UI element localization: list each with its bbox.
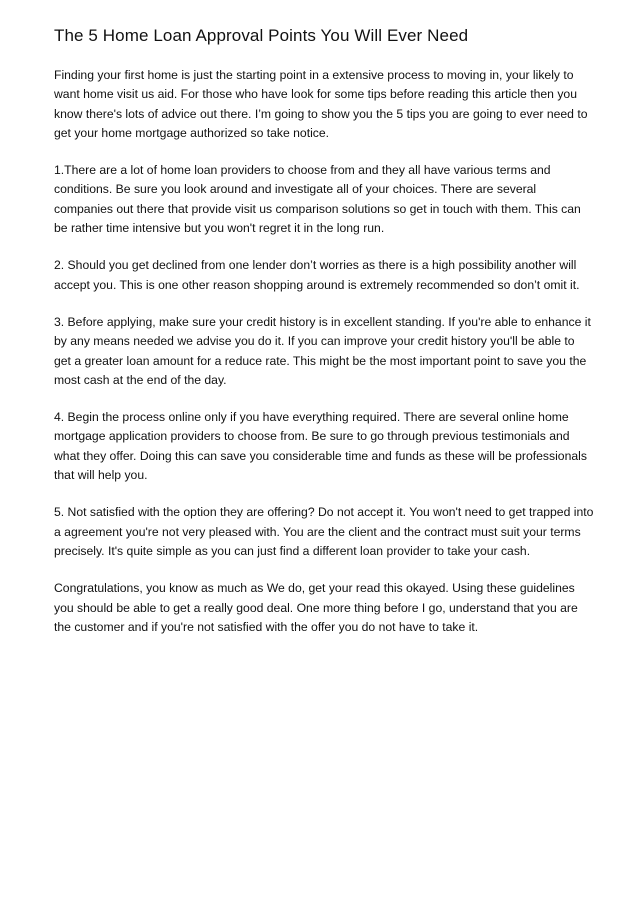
conclusion-paragraph: Congratulations, you know as much as We do, get your read this okayed. Using these guidelines you should be able to get a really good deal. One more thing before I go, understand that you are the customer and if you're not satisfied with the offer you do not have to take it. bbox=[54, 581, 578, 634]
document-title: The 5 Home Loan Approval Points You Will Ever Need bbox=[54, 26, 469, 45]
point-4-paragraph: 4. Begin the process online only if you have everything required. There are several online home mortgage application providers to choose from. Be sure to go through previous testimonials and what they offer. Doing this can save you considerable time and funds as these will be professionals that will help you. bbox=[54, 410, 587, 483]
point-2-paragraph: 2. Should you get declined from one lender don’t worries as there is a high possibility another will accept you. This is one other reason shopping around is extremely recommended so don’t omit it. bbox=[54, 258, 580, 292]
intro-paragraph: Finding your first home is just the starting point in a extensive process to moving in, your likely to want home visit us aid. For those who have look for some tips before reading this article then you know there's lots of advice out there. I’m going to show you the 5 tips you are going to ever need to get your home mortgage authorized so take notice. bbox=[54, 68, 588, 140]
point-5-paragraph: 5. Not satisfied with the option they are offering? Do not accept it. You won't need to get trapped into a agreement you're not very pleased with. You are the client and the contract must suit your terms precisely. It's quite simple as you can just find a different loan provider to take your cash. bbox=[54, 505, 594, 558]
point-1-paragraph: 1.There are a lot of home loan providers to choose from and they all have various terms and conditions. Be sure you look around and investigate all of your choices. There are several companies out there that provide visit us comparison solutions so get in touch with them. This can be rather time intensive but you won't regret it in the long run. bbox=[54, 163, 581, 236]
point-3-paragraph: 3. Before applying, make sure your credit history is in excellent standing. If you're able to enhance it by any means needed we advise you do it. If you can improve your credit history you'll be able to get a greater loan amount for a reduce rate. This might be the most important point to save you the most cash at the end of the day. bbox=[54, 314, 591, 387]
document-page bbox=[54, 24, 594, 655]
